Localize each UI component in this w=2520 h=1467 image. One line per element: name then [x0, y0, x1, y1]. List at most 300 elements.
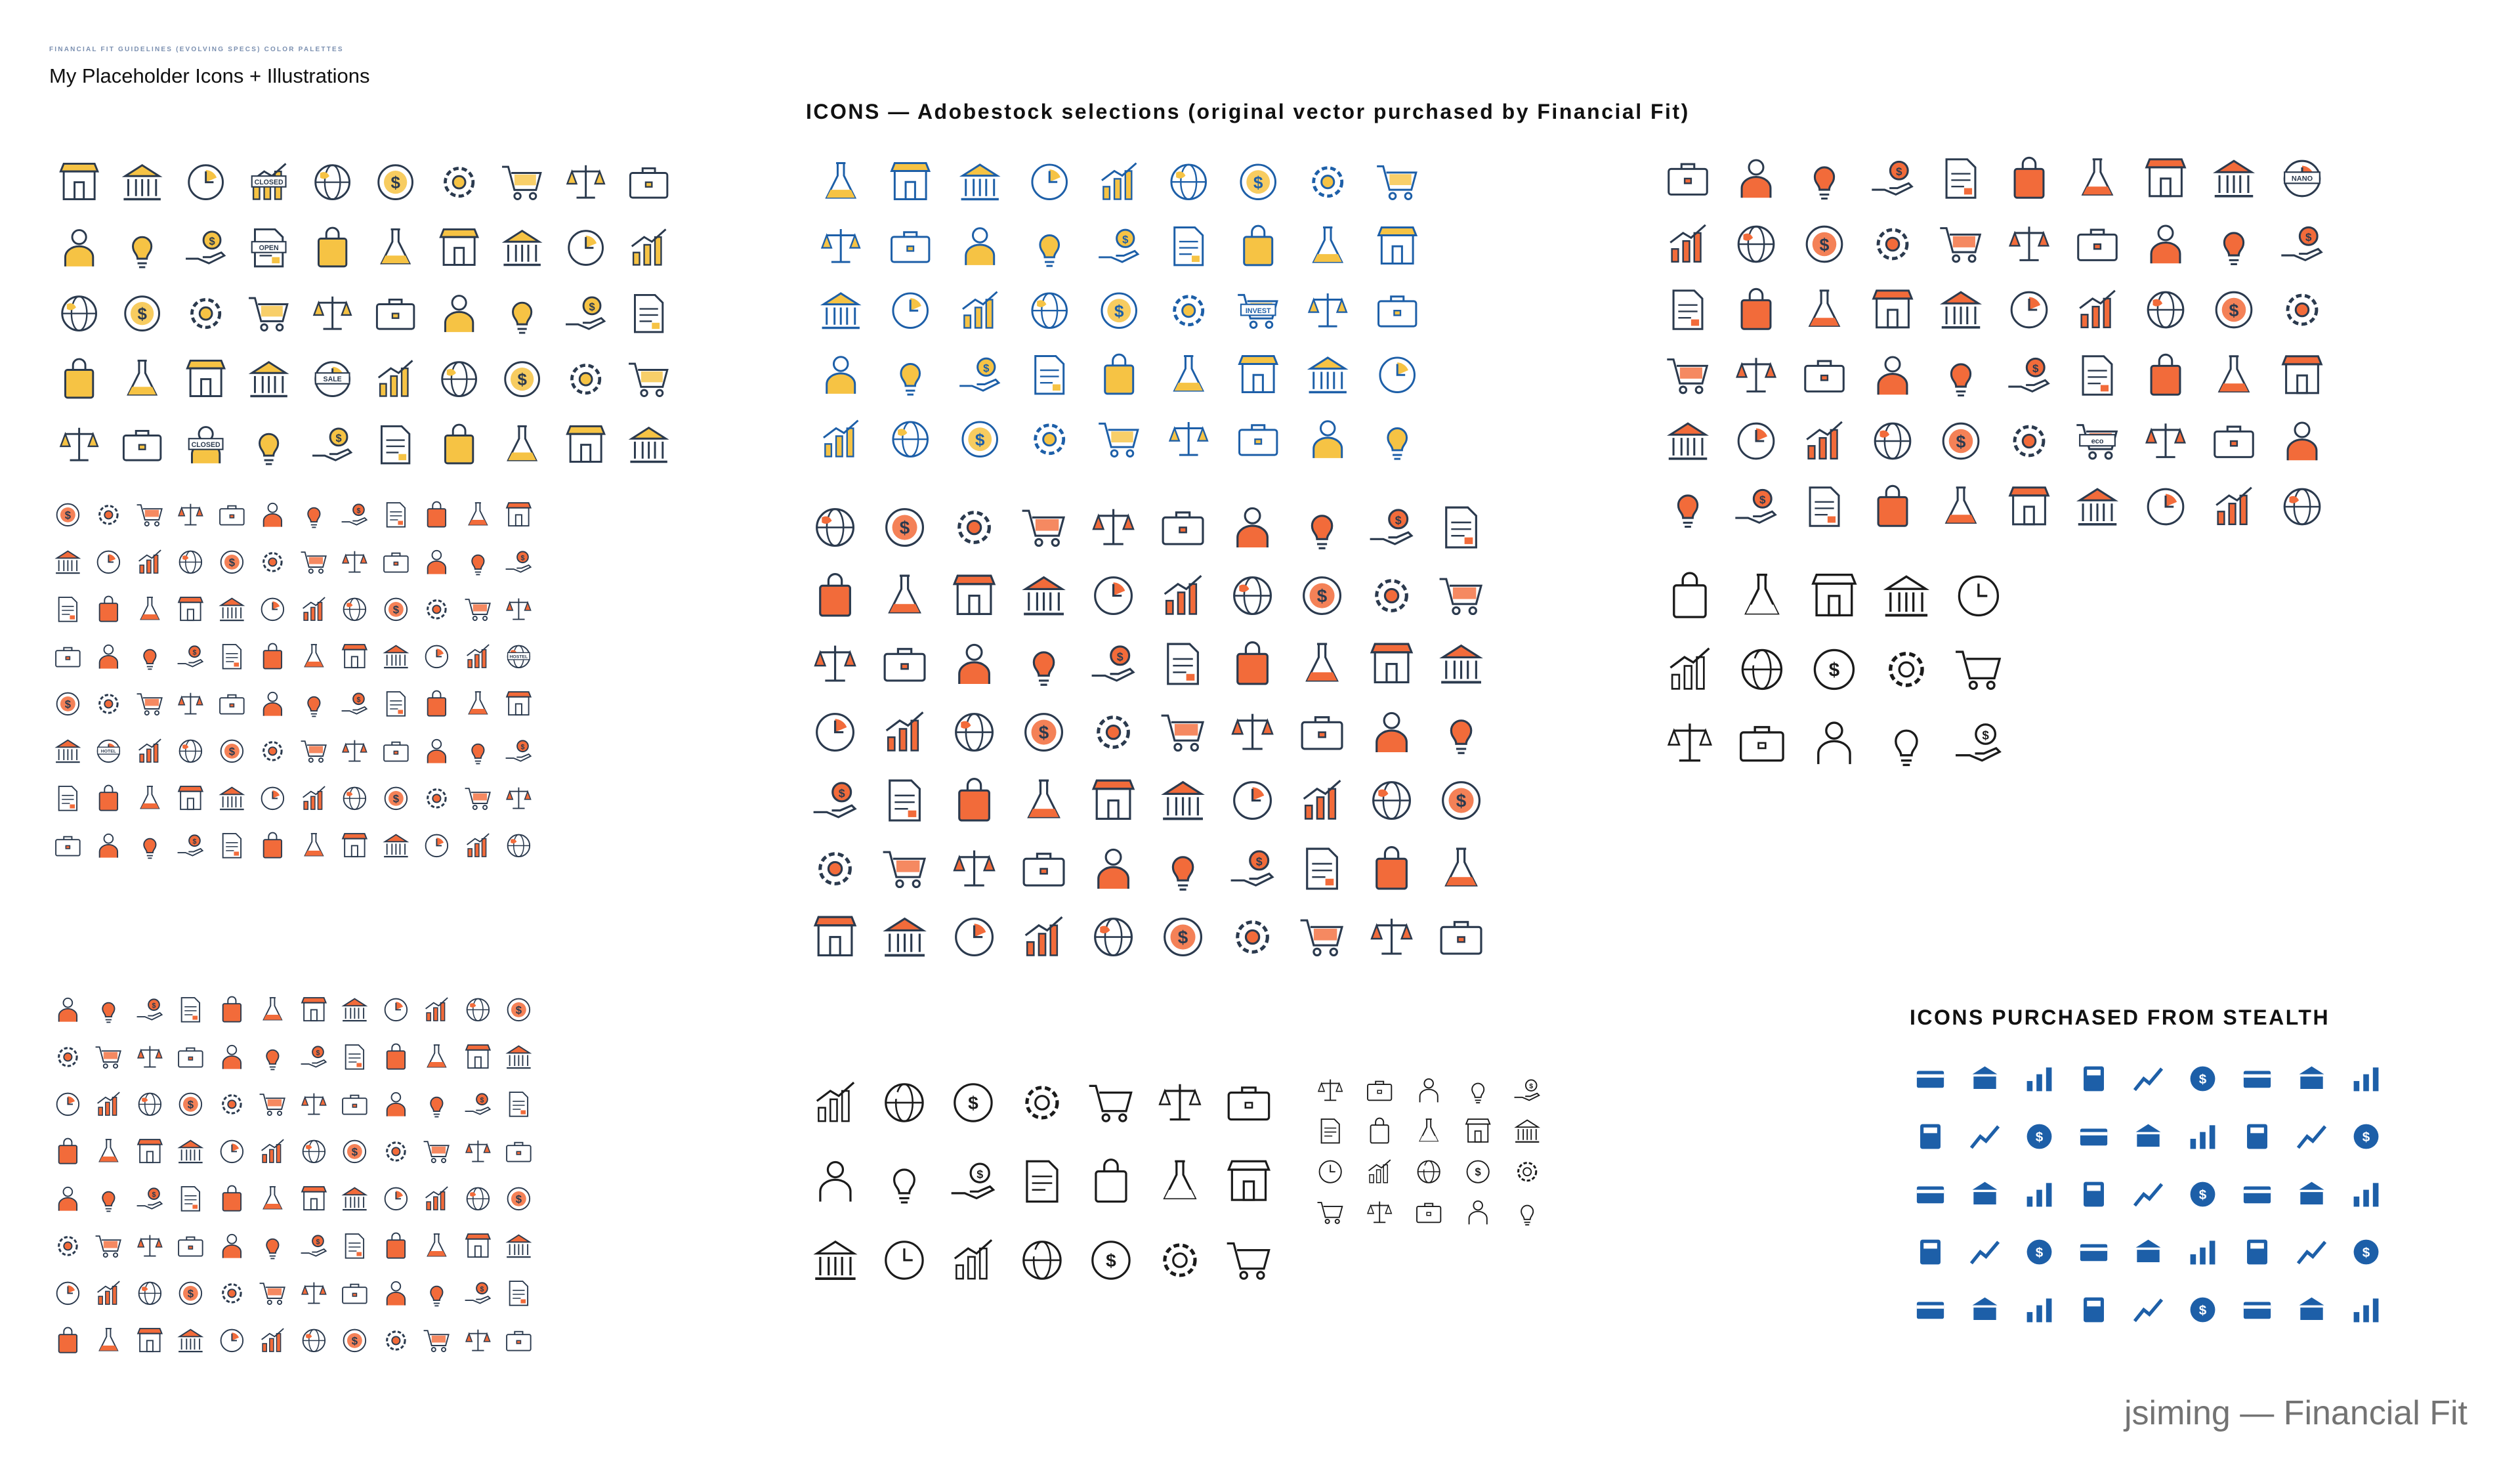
- travel-icon: [417, 822, 458, 869]
- travel-icon: [47, 491, 89, 538]
- finance-hands-icon: [1154, 278, 1223, 343]
- finance-hands-icon: [1293, 407, 1362, 471]
- stealth-icon: [2339, 1166, 2393, 1223]
- stealth-icon: [2230, 1223, 2284, 1281]
- baby-icon: [1503, 1111, 1552, 1151]
- shopping-icon: [238, 347, 301, 412]
- travel-icon: [89, 727, 130, 775]
- svg-text:$: $: [1178, 927, 1188, 948]
- education-icon: [457, 1317, 499, 1364]
- svg-text:NANO: NANO: [2291, 175, 2313, 183]
- science-icon: [1654, 211, 1722, 277]
- business-people-icon: [1427, 903, 1496, 971]
- shopping-icon: [47, 281, 111, 347]
- science-icon: [1995, 146, 2063, 211]
- education-icon: [89, 1317, 130, 1364]
- finance-line-a-icon: [938, 1221, 1007, 1300]
- business-people-icon: [940, 903, 1009, 971]
- travel-icon: [499, 538, 540, 585]
- education-icon-grid: [47, 986, 539, 1364]
- business-people-icon: [801, 494, 870, 562]
- stealth-icon: [2230, 1108, 2284, 1166]
- finance-line-icon-grid: [801, 1063, 1283, 1300]
- business-people-icon: [1079, 494, 1148, 562]
- travel-icon: [335, 491, 376, 538]
- travel-icon: [171, 491, 212, 538]
- business-people-icon: [1079, 562, 1148, 630]
- justice-scales-icon: [1726, 706, 1798, 780]
- stealth-icon: [2012, 1281, 2067, 1339]
- shopping-icon: [364, 215, 428, 281]
- travel-icon: [89, 538, 130, 585]
- svg-text:$: $: [480, 1095, 484, 1104]
- svg-text:$: $: [2362, 1245, 2370, 1261]
- shopping-icon: [554, 150, 618, 215]
- shopping-icon: [47, 215, 111, 281]
- shopping-icon: [364, 281, 428, 347]
- shopping-icon: [301, 281, 364, 347]
- svg-text:$: $: [1982, 728, 1989, 742]
- finance-hands-icon: [1015, 214, 1084, 278]
- baby-icon: [1503, 1192, 1552, 1233]
- svg-text:OPEN: OPEN: [259, 244, 279, 253]
- stealth-icon: [2012, 1108, 2067, 1166]
- science-icon: [1858, 146, 1927, 211]
- business-people-icon: [1288, 767, 1357, 835]
- finance-hands-icon: [1293, 214, 1362, 278]
- travel-icon: [129, 822, 171, 869]
- business-people-icon: [1009, 835, 1079, 903]
- business-people-icon: [940, 835, 1009, 903]
- business-people-icon: [1218, 835, 1288, 903]
- svg-text:$: $: [152, 1190, 156, 1199]
- svg-text:$: $: [900, 518, 910, 539]
- svg-text:$: $: [967, 1093, 978, 1114]
- travel-icon: [335, 680, 376, 727]
- education-icon: [293, 1317, 335, 1364]
- education-icon: [417, 986, 458, 1033]
- svg-text:$: $: [480, 1285, 484, 1293]
- shopping-icon: [554, 215, 618, 281]
- stealth-icon: [1903, 1050, 1958, 1108]
- travel-icon: [335, 538, 376, 585]
- science-icon: [1858, 211, 1927, 277]
- finance-line-a-icon: [938, 1063, 1007, 1142]
- education-icon: [171, 1222, 212, 1269]
- science-icon: [1995, 408, 2063, 474]
- svg-text:HOSTEL: HOSTEL: [509, 654, 528, 660]
- shopping-icon: [301, 150, 364, 215]
- education-icon: [211, 1033, 253, 1080]
- finance-line-a-icon: [1145, 1063, 1214, 1142]
- science-icon: [1858, 474, 1927, 540]
- travel-icon: [293, 727, 335, 775]
- education-icon: [129, 1175, 171, 1222]
- travel-icon: [335, 727, 376, 775]
- business-people-icon: [1427, 630, 1496, 698]
- shopping-icon: [301, 215, 364, 281]
- business-people-icon: [801, 562, 870, 630]
- business-people-icon: [1427, 494, 1496, 562]
- business-people-icon: [1357, 562, 1427, 630]
- breadcrumb: FINANCIAL FIT GUIDELINES (EVOLVING SPECS) COLOR PALETTES: [49, 46, 344, 53]
- travel-icon: [499, 727, 540, 775]
- baby-icon: [1503, 1070, 1552, 1111]
- stealth-icon-grid: [1903, 1050, 2393, 1339]
- justice-scales-icon: [1870, 559, 1942, 633]
- travel-icon: [417, 538, 458, 585]
- science-icon: [2132, 146, 2200, 211]
- education-icon: [171, 1317, 212, 1364]
- education-icon: [89, 1175, 130, 1222]
- education-icon: [89, 1269, 130, 1317]
- science-icon: [1790, 277, 1858, 343]
- education-icon: [47, 1128, 89, 1175]
- travel-icon: [417, 680, 458, 727]
- education-icon: [375, 1175, 417, 1222]
- business-people-icon: [1427, 698, 1496, 767]
- finance-hands-icon: [1154, 150, 1223, 214]
- shopping-icon: [491, 215, 555, 281]
- finance-hands-icon: [1293, 343, 1362, 407]
- travel-icon: [129, 680, 171, 727]
- shopping-icon: [554, 412, 618, 478]
- svg-text:$: $: [335, 433, 342, 445]
- svg-text:$: $: [209, 236, 215, 248]
- education-icon: [375, 1269, 417, 1317]
- business-people-icon: [801, 767, 870, 835]
- finance-hands-icon: [1362, 343, 1432, 407]
- shopping-icon: [174, 412, 238, 478]
- science-icon: [1927, 211, 1995, 277]
- justice-scales-icon: [1654, 633, 1726, 706]
- travel-icon: [171, 680, 212, 727]
- stealth-icon: [2230, 1166, 2284, 1223]
- business-people-icon: [1288, 698, 1357, 767]
- education-icon: [171, 1269, 212, 1317]
- svg-text:$: $: [392, 792, 399, 805]
- travel-icon: [457, 775, 499, 822]
- science-icon: [2063, 343, 2132, 408]
- education-icon: [211, 1269, 253, 1317]
- baby-icon: [1454, 1070, 1503, 1111]
- science-icon: [2200, 474, 2268, 540]
- svg-text:$: $: [64, 698, 71, 711]
- education-icon: [293, 1269, 335, 1317]
- stealth-icon: [2121, 1050, 2175, 1108]
- travel-icon: [47, 538, 89, 585]
- science-icon: [1722, 343, 1790, 408]
- finance-hands-icon: [945, 150, 1015, 214]
- svg-text:$: $: [316, 1237, 320, 1246]
- business-people-icon: [1009, 698, 1079, 767]
- education-icon: [293, 1222, 335, 1269]
- business-people-icon: [1288, 494, 1357, 562]
- education-icon: [129, 986, 171, 1033]
- education-icon: [171, 1128, 212, 1175]
- finance-hands-icon: [1223, 214, 1293, 278]
- science-icon: [1790, 474, 1858, 540]
- education-icon: [335, 1128, 376, 1175]
- shopping-icon: [174, 281, 238, 347]
- baby-icon: [1404, 1151, 1454, 1192]
- travel-icon: [293, 775, 335, 822]
- business-people-icon: [1009, 767, 1079, 835]
- shopping-icon: [427, 215, 491, 281]
- business-people-icon: [1288, 835, 1357, 903]
- travel-icon: [89, 822, 130, 869]
- science-icon: [1654, 277, 1722, 343]
- business-people-icon: [1009, 562, 1079, 630]
- baby-icon: [1306, 1192, 1355, 1233]
- baby-icon: [1355, 1192, 1404, 1233]
- science-icon: [1790, 343, 1858, 408]
- travel-icon: [499, 585, 540, 633]
- shopping-icon: [364, 412, 428, 478]
- stealth-icon: [1958, 1108, 2012, 1166]
- travel-icon: [499, 491, 540, 538]
- finance-hands-icon: [1223, 278, 1293, 343]
- finance-hands-icon: [875, 407, 945, 471]
- education-icon: [253, 1269, 294, 1317]
- travel-icon: [89, 775, 130, 822]
- justice-scales-icon: [1726, 559, 1798, 633]
- education-icon: [499, 1222, 540, 1269]
- finance-hands-icon: [945, 214, 1015, 278]
- svg-text:$: $: [1253, 172, 1263, 192]
- education-icon: [499, 1128, 540, 1175]
- business-people-icon: [1288, 903, 1357, 971]
- finance-hands-icon: [1362, 214, 1432, 278]
- svg-text:$: $: [2032, 362, 2039, 375]
- svg-text:$: $: [982, 362, 990, 375]
- finance-line-a-icon: [1076, 1142, 1145, 1221]
- justice-scales-icon: [1942, 559, 2015, 633]
- baby-icon: [1306, 1111, 1355, 1151]
- stealth-icon: [2284, 1166, 2339, 1223]
- travel-icon: [499, 775, 540, 822]
- science-icon: [1790, 211, 1858, 277]
- shopping-icon-grid: [47, 150, 681, 478]
- travel-icon: [171, 822, 212, 869]
- education-icon: [457, 1033, 499, 1080]
- baby-icon: [1355, 1070, 1404, 1111]
- education-icon: [417, 1080, 458, 1128]
- svg-text:$: $: [1475, 1166, 1482, 1179]
- shopping-icon: [174, 150, 238, 215]
- travel-icon: [47, 775, 89, 822]
- education-icon: [457, 1175, 499, 1222]
- baby-icon: [1454, 1192, 1503, 1233]
- education-icon: [253, 1317, 294, 1364]
- education-icon: [499, 1033, 540, 1080]
- education-icon: [335, 1080, 376, 1128]
- travel-icon: [375, 538, 417, 585]
- travel-icon: [335, 633, 376, 680]
- baby-icon: [1404, 1192, 1454, 1233]
- shopping-icon: [554, 347, 618, 412]
- justice-scales-icon: [1942, 633, 2015, 706]
- business-people-icon: [1079, 767, 1148, 835]
- science-icon: [1654, 146, 1722, 211]
- svg-text:CLOSED: CLOSED: [191, 441, 220, 450]
- stealth-icon: [2284, 1108, 2339, 1166]
- stealth-icon: [2339, 1050, 2393, 1108]
- finance-hands-icon: [1015, 343, 1084, 407]
- travel-icon: [253, 633, 294, 680]
- finance-line-a-icon: [801, 1063, 870, 1142]
- finance-line-a-icon: [870, 1221, 938, 1300]
- finance-hands-icon: [1084, 150, 1154, 214]
- travel-icon: [129, 775, 171, 822]
- finance-hands-icon: [1015, 407, 1084, 471]
- stealth-icon: [2067, 1050, 2121, 1108]
- travel-icon: [89, 680, 130, 727]
- business-people-icon: [1148, 630, 1218, 698]
- business-people-icon: [870, 698, 940, 767]
- svg-text:$: $: [2198, 1187, 2207, 1203]
- education-icon: [417, 1317, 458, 1364]
- travel-icon: [211, 822, 253, 869]
- travel-icon: [171, 585, 212, 633]
- stealth-icon: [2175, 1050, 2230, 1108]
- svg-text:$: $: [976, 1167, 983, 1181]
- education-icon: [211, 1080, 253, 1128]
- stealth-icon: [2339, 1108, 2393, 1166]
- education-icon: [457, 986, 499, 1033]
- stealth-icon: [2067, 1281, 2121, 1339]
- education-icon: [293, 1033, 335, 1080]
- education-icon: [375, 1033, 417, 1080]
- finance-hands-icon-grid: [806, 150, 1432, 471]
- science-icon: [2063, 474, 2132, 540]
- shopping-icon: [238, 281, 301, 347]
- baby-icon: [1404, 1111, 1454, 1151]
- svg-text:$: $: [188, 1287, 194, 1300]
- finance-hands-icon: [1293, 278, 1362, 343]
- svg-text:$: $: [2198, 1072, 2207, 1088]
- travel-icon: [293, 822, 335, 869]
- shopping-icon: [618, 412, 681, 478]
- svg-text:$: $: [137, 305, 147, 324]
- travel-icon: [129, 585, 171, 633]
- travel-icon: [375, 727, 417, 775]
- business-people-icon: [870, 903, 940, 971]
- education-icon: [457, 1222, 499, 1269]
- finance-line-a-icon: [1007, 1221, 1076, 1300]
- education-icon: [211, 1317, 253, 1364]
- svg-text:$: $: [1317, 586, 1328, 607]
- science-icon: [1654, 474, 1722, 540]
- svg-text:$: $: [975, 429, 985, 450]
- education-icon: [375, 986, 417, 1033]
- business-people-icon: [1288, 562, 1357, 630]
- business-people-icon: [1288, 630, 1357, 698]
- travel-icon: [129, 727, 171, 775]
- business-people-icon: [1218, 562, 1288, 630]
- education-icon: [89, 1222, 130, 1269]
- baby-icon: [1454, 1151, 1503, 1192]
- education-icon: [293, 1175, 335, 1222]
- travel-icon: [89, 585, 130, 633]
- education-icon: [47, 1269, 89, 1317]
- svg-text:$: $: [2035, 1130, 2044, 1145]
- travel-icon-grid: [47, 491, 539, 869]
- stealth-icon: [2067, 1223, 2121, 1281]
- travel-icon: [253, 680, 294, 727]
- finance-hands-icon: [945, 278, 1015, 343]
- science-icon: [1722, 277, 1790, 343]
- shopping-icon: [618, 347, 681, 412]
- education-icon: [253, 1033, 294, 1080]
- finance-hands-icon: [1362, 150, 1432, 214]
- education-icon: [47, 1317, 89, 1364]
- education-icon: [171, 1033, 212, 1080]
- svg-text:$: $: [839, 786, 846, 800]
- business-people-icon: [1218, 698, 1288, 767]
- education-icon: [417, 1269, 458, 1317]
- science-icon: [2268, 408, 2336, 474]
- business-people-icon: [1009, 494, 1079, 562]
- business-people-icon: [870, 767, 940, 835]
- stealth-icon: [2121, 1108, 2175, 1166]
- shopping-icon: [174, 347, 238, 412]
- baby-icon: [1355, 1151, 1404, 1192]
- business-people-icon: [870, 562, 940, 630]
- science-icon: [2200, 146, 2268, 211]
- finance-hands-icon: [1015, 278, 1084, 343]
- svg-text:$: $: [520, 742, 525, 751]
- education-icon: [89, 1128, 130, 1175]
- finance-line-a-icon: [1007, 1063, 1076, 1142]
- business-people-icon: [1357, 494, 1427, 562]
- education-icon: [499, 1080, 540, 1128]
- shopping-icon: [238, 412, 301, 478]
- svg-text:$: $: [2198, 1303, 2207, 1319]
- business-people-icon: [940, 562, 1009, 630]
- svg-text:$: $: [228, 745, 235, 758]
- education-icon: [375, 1080, 417, 1128]
- education-icon: [335, 1317, 376, 1364]
- finance-hands-icon: [945, 343, 1015, 407]
- shopping-icon: [111, 215, 175, 281]
- science-icon: [1722, 211, 1790, 277]
- finance-hands-icon: [1223, 343, 1293, 407]
- science-icon: [1927, 408, 1995, 474]
- business-people-icon: [1148, 562, 1218, 630]
- stealth-icon: [2339, 1223, 2393, 1281]
- science-icon: [2063, 408, 2132, 474]
- travel-icon: [47, 822, 89, 869]
- stealth-icon: [1958, 1281, 2012, 1339]
- justice-scales-icon: [1798, 706, 1870, 780]
- travel-icon: [47, 680, 89, 727]
- travel-icon: [253, 585, 294, 633]
- education-icon: [417, 1128, 458, 1175]
- travel-icon: [293, 538, 335, 585]
- justice-scales-icon: [1870, 706, 1942, 780]
- finance-line-a-icon: [1076, 1221, 1145, 1300]
- svg-text:$: $: [516, 1193, 522, 1206]
- stealth-icon: [1903, 1223, 1958, 1281]
- svg-text:$: $: [520, 553, 525, 562]
- science-icon: [1722, 474, 1790, 540]
- education-icon: [499, 1175, 540, 1222]
- stealth-icon: [1958, 1166, 2012, 1223]
- svg-text:CLOSED: CLOSED: [254, 179, 284, 187]
- shopping-icon: [427, 347, 491, 412]
- shopping-icon: [301, 412, 364, 478]
